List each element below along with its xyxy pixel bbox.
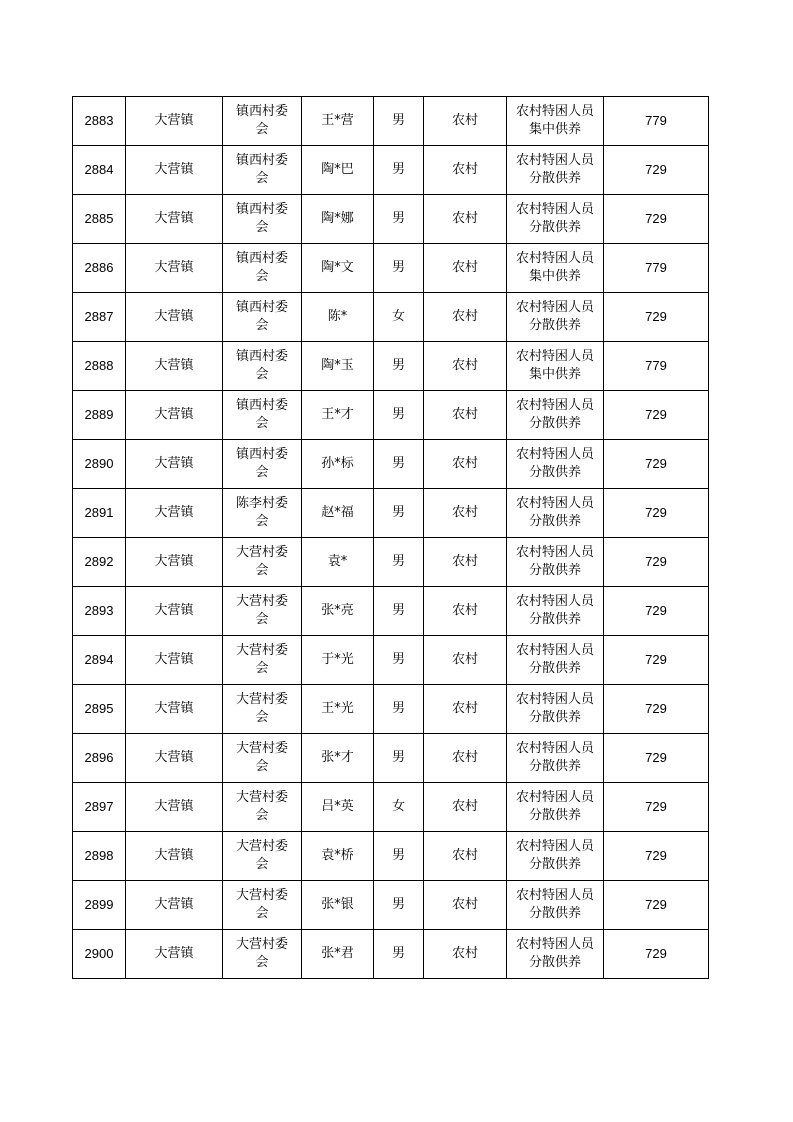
record-number-cell: 2884: [73, 146, 126, 195]
town-cell: 大营镇: [126, 685, 223, 734]
village-committee-cell: 镇西村委 会: [223, 342, 302, 391]
town-cell: 大营镇: [126, 783, 223, 832]
amount-cell: 729: [604, 832, 709, 881]
support-type-cell: 农村特困人员 分散供养: [507, 440, 604, 489]
gender-cell: 男: [374, 832, 424, 881]
gender-cell: 女: [374, 783, 424, 832]
village-committee-cell: 镇西村委 会: [223, 97, 302, 146]
table-row: [73, 734, 709, 783]
amount-cell: 729: [604, 636, 709, 685]
area-type-cell: 农村: [424, 734, 507, 783]
support-type-cell: 农村特困人员 集中供养: [507, 342, 604, 391]
person-name-cell: 于*光: [302, 636, 374, 685]
person-name-cell: 张*君: [302, 930, 374, 979]
gender-cell: 男: [374, 195, 424, 244]
village-committee-cell: 大营村委 会: [223, 685, 302, 734]
village-committee-cell: 大营村委 会: [223, 587, 302, 636]
area-type-cell: 农村: [424, 783, 507, 832]
area-type-cell: 农村: [424, 587, 507, 636]
amount-cell: 729: [604, 146, 709, 195]
gender-cell: 男: [374, 636, 424, 685]
support-type-cell: 农村特困人员 分散供养: [507, 685, 604, 734]
person-name-cell: 陶*巴: [302, 146, 374, 195]
record-number-cell: 2888: [73, 342, 126, 391]
gender-cell: 男: [374, 97, 424, 146]
gender-cell: 男: [374, 881, 424, 930]
record-number-cell: 2886: [73, 244, 126, 293]
record-number-cell: 2897: [73, 783, 126, 832]
record-number-cell: 2896: [73, 734, 126, 783]
village-committee-cell: 镇西村委 会: [223, 293, 302, 342]
record-number-cell: 2887: [73, 293, 126, 342]
support-type-cell: 农村特困人员 分散供养: [507, 930, 604, 979]
village-committee-cell: 镇西村委 会: [223, 244, 302, 293]
table-row: [73, 244, 709, 293]
gender-cell: 男: [374, 440, 424, 489]
town-cell: 大营镇: [126, 538, 223, 587]
area-type-cell: 农村: [424, 293, 507, 342]
table-row: [73, 881, 709, 930]
support-type-cell: 农村特困人员 集中供养: [507, 244, 604, 293]
area-type-cell: 农村: [424, 342, 507, 391]
support-type-cell: 农村特困人员 分散供养: [507, 587, 604, 636]
area-type-cell: 农村: [424, 244, 507, 293]
support-type-cell: 农村特困人员 分散供养: [507, 489, 604, 538]
person-name-cell: 张*才: [302, 734, 374, 783]
table-row: [73, 293, 709, 342]
amount-cell: 729: [604, 783, 709, 832]
table-row: [73, 636, 709, 685]
town-cell: 大营镇: [126, 97, 223, 146]
person-name-cell: 王*营: [302, 97, 374, 146]
amount-cell: 729: [604, 685, 709, 734]
table-row: [73, 146, 709, 195]
gender-cell: 男: [374, 342, 424, 391]
amount-cell: 779: [604, 342, 709, 391]
gender-cell: 男: [374, 538, 424, 587]
area-type-cell: 农村: [424, 391, 507, 440]
table-row: [73, 538, 709, 587]
table-row: [73, 195, 709, 244]
amount-cell: 779: [604, 97, 709, 146]
support-type-cell: 农村特困人员 分散供养: [507, 146, 604, 195]
gender-cell: 女: [374, 293, 424, 342]
town-cell: 大营镇: [126, 636, 223, 685]
table-row: [73, 489, 709, 538]
table-row: [73, 783, 709, 832]
town-cell: 大营镇: [126, 440, 223, 489]
person-name-cell: 陶*文: [302, 244, 374, 293]
area-type-cell: 农村: [424, 97, 507, 146]
table-row: [73, 440, 709, 489]
record-number-cell: 2883: [73, 97, 126, 146]
amount-cell: 779: [604, 244, 709, 293]
person-name-cell: 袁*桥: [302, 832, 374, 881]
amount-cell: 729: [604, 734, 709, 783]
village-committee-cell: 大营村委 会: [223, 734, 302, 783]
area-type-cell: 农村: [424, 440, 507, 489]
amount-cell: 729: [604, 881, 709, 930]
village-committee-cell: 镇西村委 会: [223, 146, 302, 195]
record-number-cell: 2894: [73, 636, 126, 685]
record-number-cell: 2893: [73, 587, 126, 636]
table-row: [73, 832, 709, 881]
village-committee-cell: 大营村委 会: [223, 783, 302, 832]
area-type-cell: 农村: [424, 881, 507, 930]
amount-cell: 729: [604, 293, 709, 342]
record-number-cell: 2895: [73, 685, 126, 734]
support-type-cell: 农村特困人员 分散供养: [507, 391, 604, 440]
town-cell: 大营镇: [126, 146, 223, 195]
table-row: [73, 391, 709, 440]
town-cell: 大营镇: [126, 293, 223, 342]
person-name-cell: 王*才: [302, 391, 374, 440]
person-name-cell: 陶*玉: [302, 342, 374, 391]
support-type-cell: 农村特困人员 分散供养: [507, 881, 604, 930]
record-number-cell: 2899: [73, 881, 126, 930]
relief-roster-table: [72, 96, 709, 979]
town-cell: 大营镇: [126, 587, 223, 636]
support-type-cell: 农村特困人员 分散供养: [507, 195, 604, 244]
record-number-cell: 2890: [73, 440, 126, 489]
amount-cell: 729: [604, 391, 709, 440]
village-committee-cell: 镇西村委 会: [223, 440, 302, 489]
table-row: [73, 930, 709, 979]
person-name-cell: 陶*娜: [302, 195, 374, 244]
village-committee-cell: 陈李村委 会: [223, 489, 302, 538]
person-name-cell: 赵*福: [302, 489, 374, 538]
town-cell: 大营镇: [126, 930, 223, 979]
town-cell: 大营镇: [126, 734, 223, 783]
gender-cell: 男: [374, 146, 424, 195]
town-cell: 大营镇: [126, 391, 223, 440]
person-name-cell: 张*亮: [302, 587, 374, 636]
gender-cell: 男: [374, 244, 424, 293]
person-name-cell: 陈*: [302, 293, 374, 342]
amount-cell: 729: [604, 195, 709, 244]
gender-cell: 男: [374, 489, 424, 538]
village-committee-cell: 大营村委 会: [223, 930, 302, 979]
table-row: [73, 685, 709, 734]
support-type-cell: 农村特困人员 集中供养: [507, 97, 604, 146]
amount-cell: 729: [604, 440, 709, 489]
person-name-cell: 袁*: [302, 538, 374, 587]
record-number-cell: 2889: [73, 391, 126, 440]
town-cell: 大营镇: [126, 881, 223, 930]
town-cell: 大营镇: [126, 832, 223, 881]
record-number-cell: 2885: [73, 195, 126, 244]
gender-cell: 男: [374, 587, 424, 636]
record-number-cell: 2900: [73, 930, 126, 979]
village-committee-cell: 大营村委 会: [223, 832, 302, 881]
area-type-cell: 农村: [424, 636, 507, 685]
table-row: [73, 97, 709, 146]
table-row: [73, 342, 709, 391]
area-type-cell: 农村: [424, 146, 507, 195]
town-cell: 大营镇: [126, 195, 223, 244]
area-type-cell: 农村: [424, 195, 507, 244]
amount-cell: 729: [604, 489, 709, 538]
support-type-cell: 农村特困人员 分散供养: [507, 636, 604, 685]
village-committee-cell: 镇西村委 会: [223, 195, 302, 244]
gender-cell: 男: [374, 685, 424, 734]
gender-cell: 男: [374, 734, 424, 783]
support-type-cell: 农村特困人员 分散供养: [507, 734, 604, 783]
support-type-cell: 农村特困人员 分散供养: [507, 293, 604, 342]
record-number-cell: 2898: [73, 832, 126, 881]
amount-cell: 729: [604, 538, 709, 587]
person-name-cell: 吕*英: [302, 783, 374, 832]
area-type-cell: 农村: [424, 832, 507, 881]
amount-cell: 729: [604, 587, 709, 636]
town-cell: 大营镇: [126, 489, 223, 538]
gender-cell: 男: [374, 391, 424, 440]
village-committee-cell: 大营村委 会: [223, 636, 302, 685]
amount-cell: 729: [604, 930, 709, 979]
support-type-cell: 农村特困人员 分散供养: [507, 538, 604, 587]
area-type-cell: 农村: [424, 930, 507, 979]
table-row: [73, 587, 709, 636]
village-committee-cell: 大营村委 会: [223, 881, 302, 930]
town-cell: 大营镇: [126, 244, 223, 293]
person-name-cell: 王*光: [302, 685, 374, 734]
area-type-cell: 农村: [424, 489, 507, 538]
area-type-cell: 农村: [424, 538, 507, 587]
record-number-cell: 2891: [73, 489, 126, 538]
area-type-cell: 农村: [424, 685, 507, 734]
village-committee-cell: 镇西村委 会: [223, 391, 302, 440]
village-committee-cell: 大营村委 会: [223, 538, 302, 587]
record-number-cell: 2892: [73, 538, 126, 587]
support-type-cell: 农村特困人员 分散供养: [507, 783, 604, 832]
person-name-cell: 张*银: [302, 881, 374, 930]
support-type-cell: 农村特困人员 分散供养: [507, 832, 604, 881]
town-cell: 大营镇: [126, 342, 223, 391]
roster-body: [73, 97, 709, 979]
person-name-cell: 孙*标: [302, 440, 374, 489]
gender-cell: 男: [374, 930, 424, 979]
